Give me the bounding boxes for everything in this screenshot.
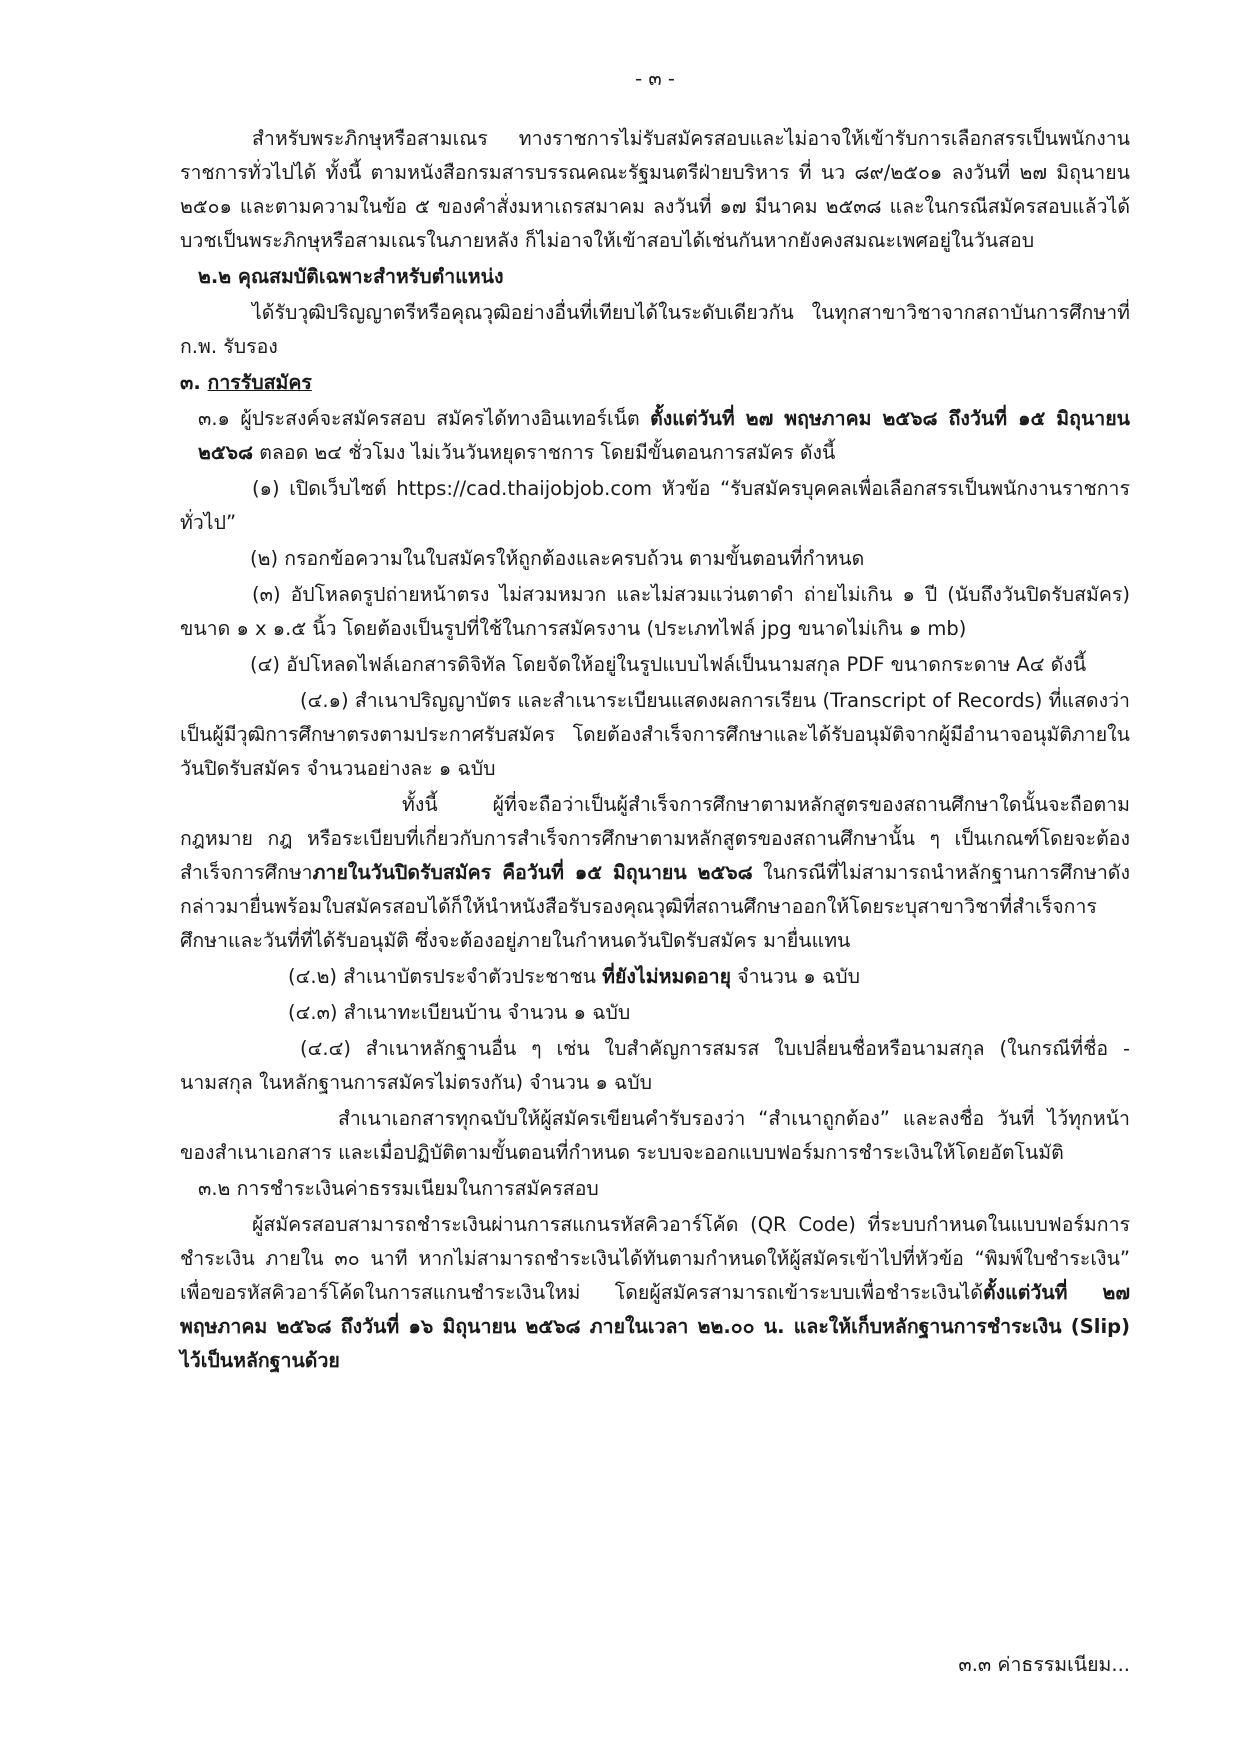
footer-continuation: ๓.๓ ค่าธรรมเนียม... [958, 1653, 1130, 1676]
paragraph-3-2-payment [180, 1208, 1130, 1378]
paragraph-certify-copies: สำเนาเอกสารทุกฉบับให้ผู้สมัครเขียนคำรับรองว่า “สำเนาถูกต้อง” และลงชื่อ วันที่ ไว้ทุกหน้าของสำเนาเอกสาร และเมื่อปฏิบัติตามขั้นตอนที่กำหนด ระบบจะออกแบบฟอร์มการชำระเงินให้โดยอัตโนมัติ [180, 1107, 1130, 1164]
note-post: ในกรณีที่ไม่สามารถนำหลักฐานการศึกษาดังกล่าวมายื่นพร้อมใบสมัครสอบได้ก็ให้นำหนังสือรับรองคุณวุฒิที่สถานศึกษาออกให้โดยระบุสาขาวิชาที่สำเร็จการศึกษาและวันที่ที่ได้รับอนุมัติ ซึ่งจะต้องอยู่ภายในกำหนดวันปิดรับสมัคร มายื่นแทน [180, 861, 1130, 952]
section-3-1-pre: ๓.๑ ผู้ประสงค์จะสมัครสอบ สมัครได้ทางอินเทอร์เน็ต [198, 407, 651, 430]
section-3-title: การรับสมัคร [207, 371, 312, 394]
section-3-1-post: ตลอด ๒๔ ชั่วโมง ไม่เว้นวันหยุดราชการ โดยมีขั้นตอนการสมัคร ดังนี้ [253, 441, 836, 464]
step-1-website: (๑) เปิดเว็บไซต์ https://cad.thaijobjob.com หัวข้อ “รับสมัครบุคคลเพื่อเลือกสรรเป็นพนักงานราชการทั่วไป” [180, 477, 1130, 534]
document-page [180, 62, 1130, 1380]
heading-section-3 [180, 366, 1130, 400]
heading-2-2: ๒.๒ คุณสมบัติเฉพาะสำหรับตำแหน่ง [198, 265, 504, 288]
step-4-3-house-registration: (๔.๓) สำเนาทะเบียนบ้าน จำนวน ๑ ฉบับ [288, 1001, 631, 1024]
step-4-2-id-card [180, 960, 1130, 994]
section-3-number: ๓. [180, 371, 208, 394]
note-pre: ทั้งนี้ ผู้ที่จะถือว่าเป็นผู้สำเร็จการศึกษาตามหลักสูตรของสถานศึกษาใดนั้นจะถือตามกฎหมาย กฎ หรือระเบียบที่เกี่ยวกับการสำเร็จการศึกษาตามหลักสูตรของสถานศึกษานั้น ๆ เป็นเกณฑ์โดยจะต้องสำเร็จการศึกษา [180, 793, 1130, 884]
step-4-1-degree-transcript: (๔.๑) สำเนาปริญญาบัตร และสำเนาระเบียนแสดงผลการเรียน (Transcript of Records) ที่แสดงว่าเป็นผู้มีวุฒิการศึกษาตรงตามประกาศรับสมัคร โดยต้องสำเร็จการศึกษาและได้รับอนุมัติจากผู้มีอำนาจอนุมัติภายในวันปิดรับสมัคร จำนวนอย่างละ ๑ ฉบับ [180, 689, 1130, 780]
payment-deadline: ตั้งแต่วันที่ ๒๗ พฤษภาคม ๒๕๖๘ ถึงวันที่ ๑๖ มิถุนายน ๒๕๖๘ ภายในเวลา ๒๒.๐๐ น. และให้เก็บหลักฐานการชำระเงิน (Slip) ไว้เป็นหลักฐานด้วย [180, 1281, 1130, 1372]
step-4-2-pre: (๔.๒) สำเนาบัตรประจำตัวประชาชน [288, 965, 603, 988]
section-3-1-dates: ตั้งแต่วันที่ ๒๗ พฤษภาคม ๒๕๖๘ ถึงวันที่ ๑๕ มิถุนายน ๒๕๖๘ [198, 407, 1130, 464]
step-4-2-post: จำนวน ๑ ฉบับ [731, 965, 861, 988]
step-2-fill-form: (๒) กรอกข้อความในใบสมัครให้ถูกต้องและครบถ้วน ตามขั้นตอนที่กำหนด [250, 547, 865, 570]
step-4-2-bold: ที่ยังไม่หมดอายุ [602, 965, 732, 988]
step-3-upload-photo: (๓) อัปโหลดรูปถ่ายหน้าตรง ไม่สวมหมวก และไม่สวมแว่นตาดำ ถ่ายไม่เกิน ๑ ปี (นับถึงวันปิดรับสมัคร) ขนาด ๑ x ๑.๕ นิ้ว โดยต้องเป็นรูปที่ใช้ในการสมัครงาน (ประเภทไฟล์ jpg ขนาดไม่เกิน ๑ mb) [180, 583, 1130, 640]
heading-3-2: ๓.๒ การชำระเงินค่าธรรมเนียมในการสมัครสอบ [198, 1177, 599, 1200]
step-4-4-other-documents: (๔.๔) สำเนาหลักฐานอื่น ๆ เช่น ใบสำคัญการสมรส ใบเปลี่ยนชื่อหรือนามสกุล (ในกรณีที่ชื่อ - นามสกุล ในหลักฐานการสมัครไม่ตรงกัน) จำนวน ๑ ฉบับ [180, 1037, 1130, 1094]
note-deadline: ภายในวันปิดรับสมัคร คือวันที่ ๑๕ มิถุนายน ๒๕๖๘ [312, 861, 753, 884]
payment-pre: ผู้สมัครสอบสามารถชำระเงินผ่านการสแกนรหัสคิวอาร์โค้ด (QR Code) ที่ระบบกำหนดในแบบฟอร์มการชำระเงิน ภายใน ๓๐ นาที หากไม่สามารถชำระเงินได้ทันตามกำหนดให้ผู้สมัครเข้าไปที่หัวข้อ “พิมพ์ใบชำระเงิน” เพื่อขอรหัสคิวอาร์โค้ดในการสแกนชำระเงินใหม่ โดยผู้สมัครสามารถเข้าระบบเพื่อชำระเงินได้ [180, 1213, 1130, 1304]
page-number: - ๓ - [635, 67, 675, 90]
paragraph-2-2-body: ได้รับวุฒิปริญญาตรีหรือคุณวุฒิอย่างอื่นที่เทียบได้ในระดับเดียวกัน ในทุกสาขาวิชาจากสถาบันการศึกษาที่ ก.พ. รับรอง [180, 301, 1130, 358]
paragraph-graduation-note [180, 788, 1130, 958]
paragraph-3-1 [180, 402, 1130, 470]
step-4-upload-documents: (๔) อัปโหลดไฟล์เอกสารดิจิทัล โดยจัดให้อยู่ในรูปแบบไฟล์เป็นนามสกุล PDF ขนาดกระดาษ A๔ ดังนี้ [250, 653, 1087, 676]
paragraph-monks-restriction: สำหรับพระภิกษุหรือสามเณร ทางราชการไม่รับสมัครสอบและไม่อาจให้เข้ารับการเลือกสรรเป็นพนักงานราชการทั่วไปได้ ทั้งนี้ ตามหนังสือกรมสารบรรณคณะรัฐมนตรีฝ่ายบริหาร ที่ นว ๘๙/๒๕๐๑ ลงวันที่ ๒๗ มิถุนายน ๒๕๐๑ และตามความในข้อ ๕ ของคำสั่งมหาเถรสมาคม ลงวันที่ ๑๗ มีนาคม ๒๕๓๘ และในกรณีสมัครสอบแล้วได้บวชเป็นพระภิกษุหรือสามเณรในภายหลัง ก็ไม่อาจให้เข้าสอบได้เช่นกันหากยังคงสมณะเพศอยู่ในวันสอบ [180, 127, 1130, 252]
